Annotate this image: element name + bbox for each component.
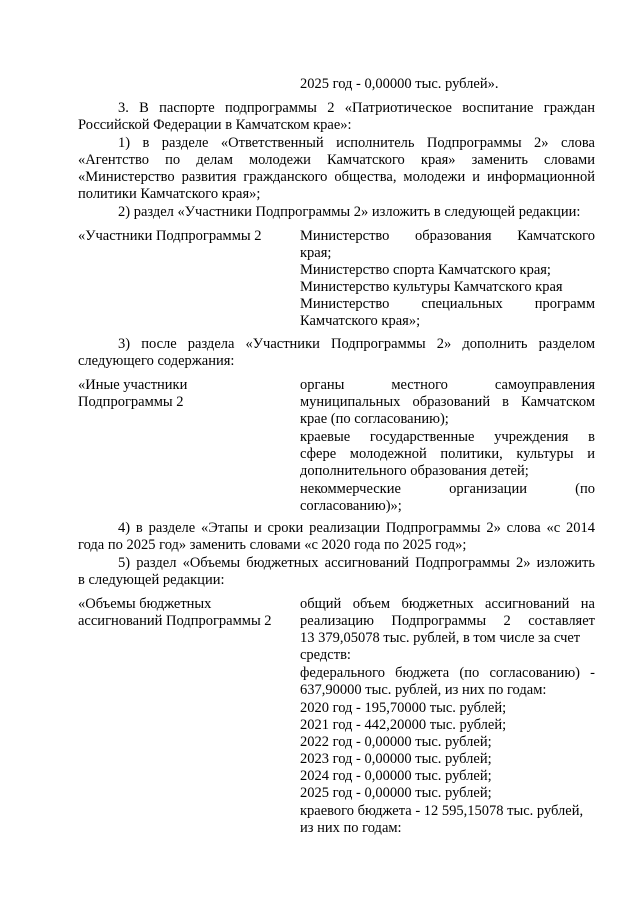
item-1-line-2: «Агентство по делам молодежи Камчатского края» заменить словами (78, 152, 595, 168)
table-1-right-0: Министерство образования Камчатского (300, 228, 595, 244)
table-2-left-0: «Иные участники (78, 377, 188, 393)
table-3-right-10: 2024 год - 0,00000 тыс. рублей; (300, 768, 492, 784)
table-2-right-2: крае (по согласованию); (300, 411, 449, 427)
table-3-right-7: 2021 год - 442,20000 тыс. рублей; (300, 717, 507, 733)
table-3-right-11: 2025 год - 0,00000 тыс. рублей; (300, 785, 492, 801)
table-2-right-3: краевые государственные учреждения в (300, 429, 595, 445)
table-3-right-9: 2023 год - 0,00000 тыс. рублей; (300, 751, 492, 767)
table-2-left-1: Подпрограммы 2 (78, 394, 184, 410)
item-1-line-3: «Министерство развития гражданского общества, молодежи и информационной (78, 169, 595, 185)
item-4-line-1: 4) в разделе «Этапы и сроки реализации Подпрограммы 2» слова «с 2014 (118, 520, 595, 536)
table-3-right-2: 13 379,05078 тыс. рублей, в том числе за счет (300, 630, 581, 646)
item-5-line-2: в следующей редакции: (78, 572, 225, 588)
table-2-right-1: муниципальных образований в Камчатском (300, 394, 595, 410)
table-3-left-0: «Объемы бюджетных (78, 596, 212, 612)
item-1-line-4: политики Камчатского края»; (78, 186, 261, 202)
item-4-line-2: года по 2025 год» заменить словами «с 2020 года по 2025 год»; (78, 537, 467, 553)
table-2-right-7: согласованию)»; (300, 498, 402, 514)
table-3-left-1: ассигнований Подпрограммы 2 (78, 613, 272, 629)
table-2-right-6: некоммерческие организации (по (300, 481, 595, 497)
item-5-line-1: 5) раздел «Объемы бюджетных ассигнований Подпрограммы 2» изложить (118, 555, 595, 571)
paragraph-3-line-2: Российской Федерации в Камчатском крае»: (78, 117, 352, 133)
item-3-line-2: следующего содержания: (78, 353, 235, 369)
top-line: 2025 год - 0,00000 тыс. рублей». (300, 76, 499, 92)
table-3-right-5: 637,90000 тыс. рублей, из них по годам: (300, 682, 547, 698)
paragraph-3-line-1: 3. В паспорте подпрограммы 2 «Патриотическое воспитание граждан (118, 100, 595, 116)
table-3-right-3: средств: (300, 647, 351, 663)
item-1-line-1: 1) в разделе «Ответственный исполнитель Подпрограммы 2» слова (118, 135, 595, 151)
table-1-right-5: Камчатского края»; (300, 313, 421, 329)
table-3-right-8: 2022 год - 0,00000 тыс. рублей; (300, 734, 492, 750)
table-3-right-6: 2020 год - 195,70000 тыс. рублей; (300, 700, 507, 716)
table-3-right-1: реализацию Подпрограммы 2 составляет (300, 613, 595, 629)
table-1-right-3: Министерство культуры Камчатского края (300, 279, 563, 295)
table-2-right-5: дополнительного образования детей; (300, 463, 529, 479)
table-1-right-1: края; (300, 245, 332, 261)
table-3-right-13: из них по годам: (300, 820, 402, 836)
table-3-right-0: общий объем бюджетных ассигнований на (300, 596, 595, 612)
table-1-right-4: Министерство специальных программ (300, 296, 595, 312)
table-3-right-4: федерального бюджета (по согласованию) - (300, 665, 595, 681)
table-2-right-0: органы местного самоуправления (300, 377, 595, 393)
table-1-right-2: Министерство спорта Камчатского края; (300, 262, 551, 278)
table-2-right-4: сфере молодежной политики, культуры и (300, 446, 595, 462)
table-3-right-12: краевого бюджета - 12 595,15078 тыс. рублей, (300, 803, 584, 819)
item-3-line-1: 3) после раздела «Участники Подпрограммы 2» дополнить разделом (118, 336, 595, 352)
item-2: 2) раздел «Участники Подпрограммы 2» изложить в следующей редакции: (118, 204, 581, 220)
table-1-left: «Участники Подпрограммы 2 (78, 228, 262, 244)
